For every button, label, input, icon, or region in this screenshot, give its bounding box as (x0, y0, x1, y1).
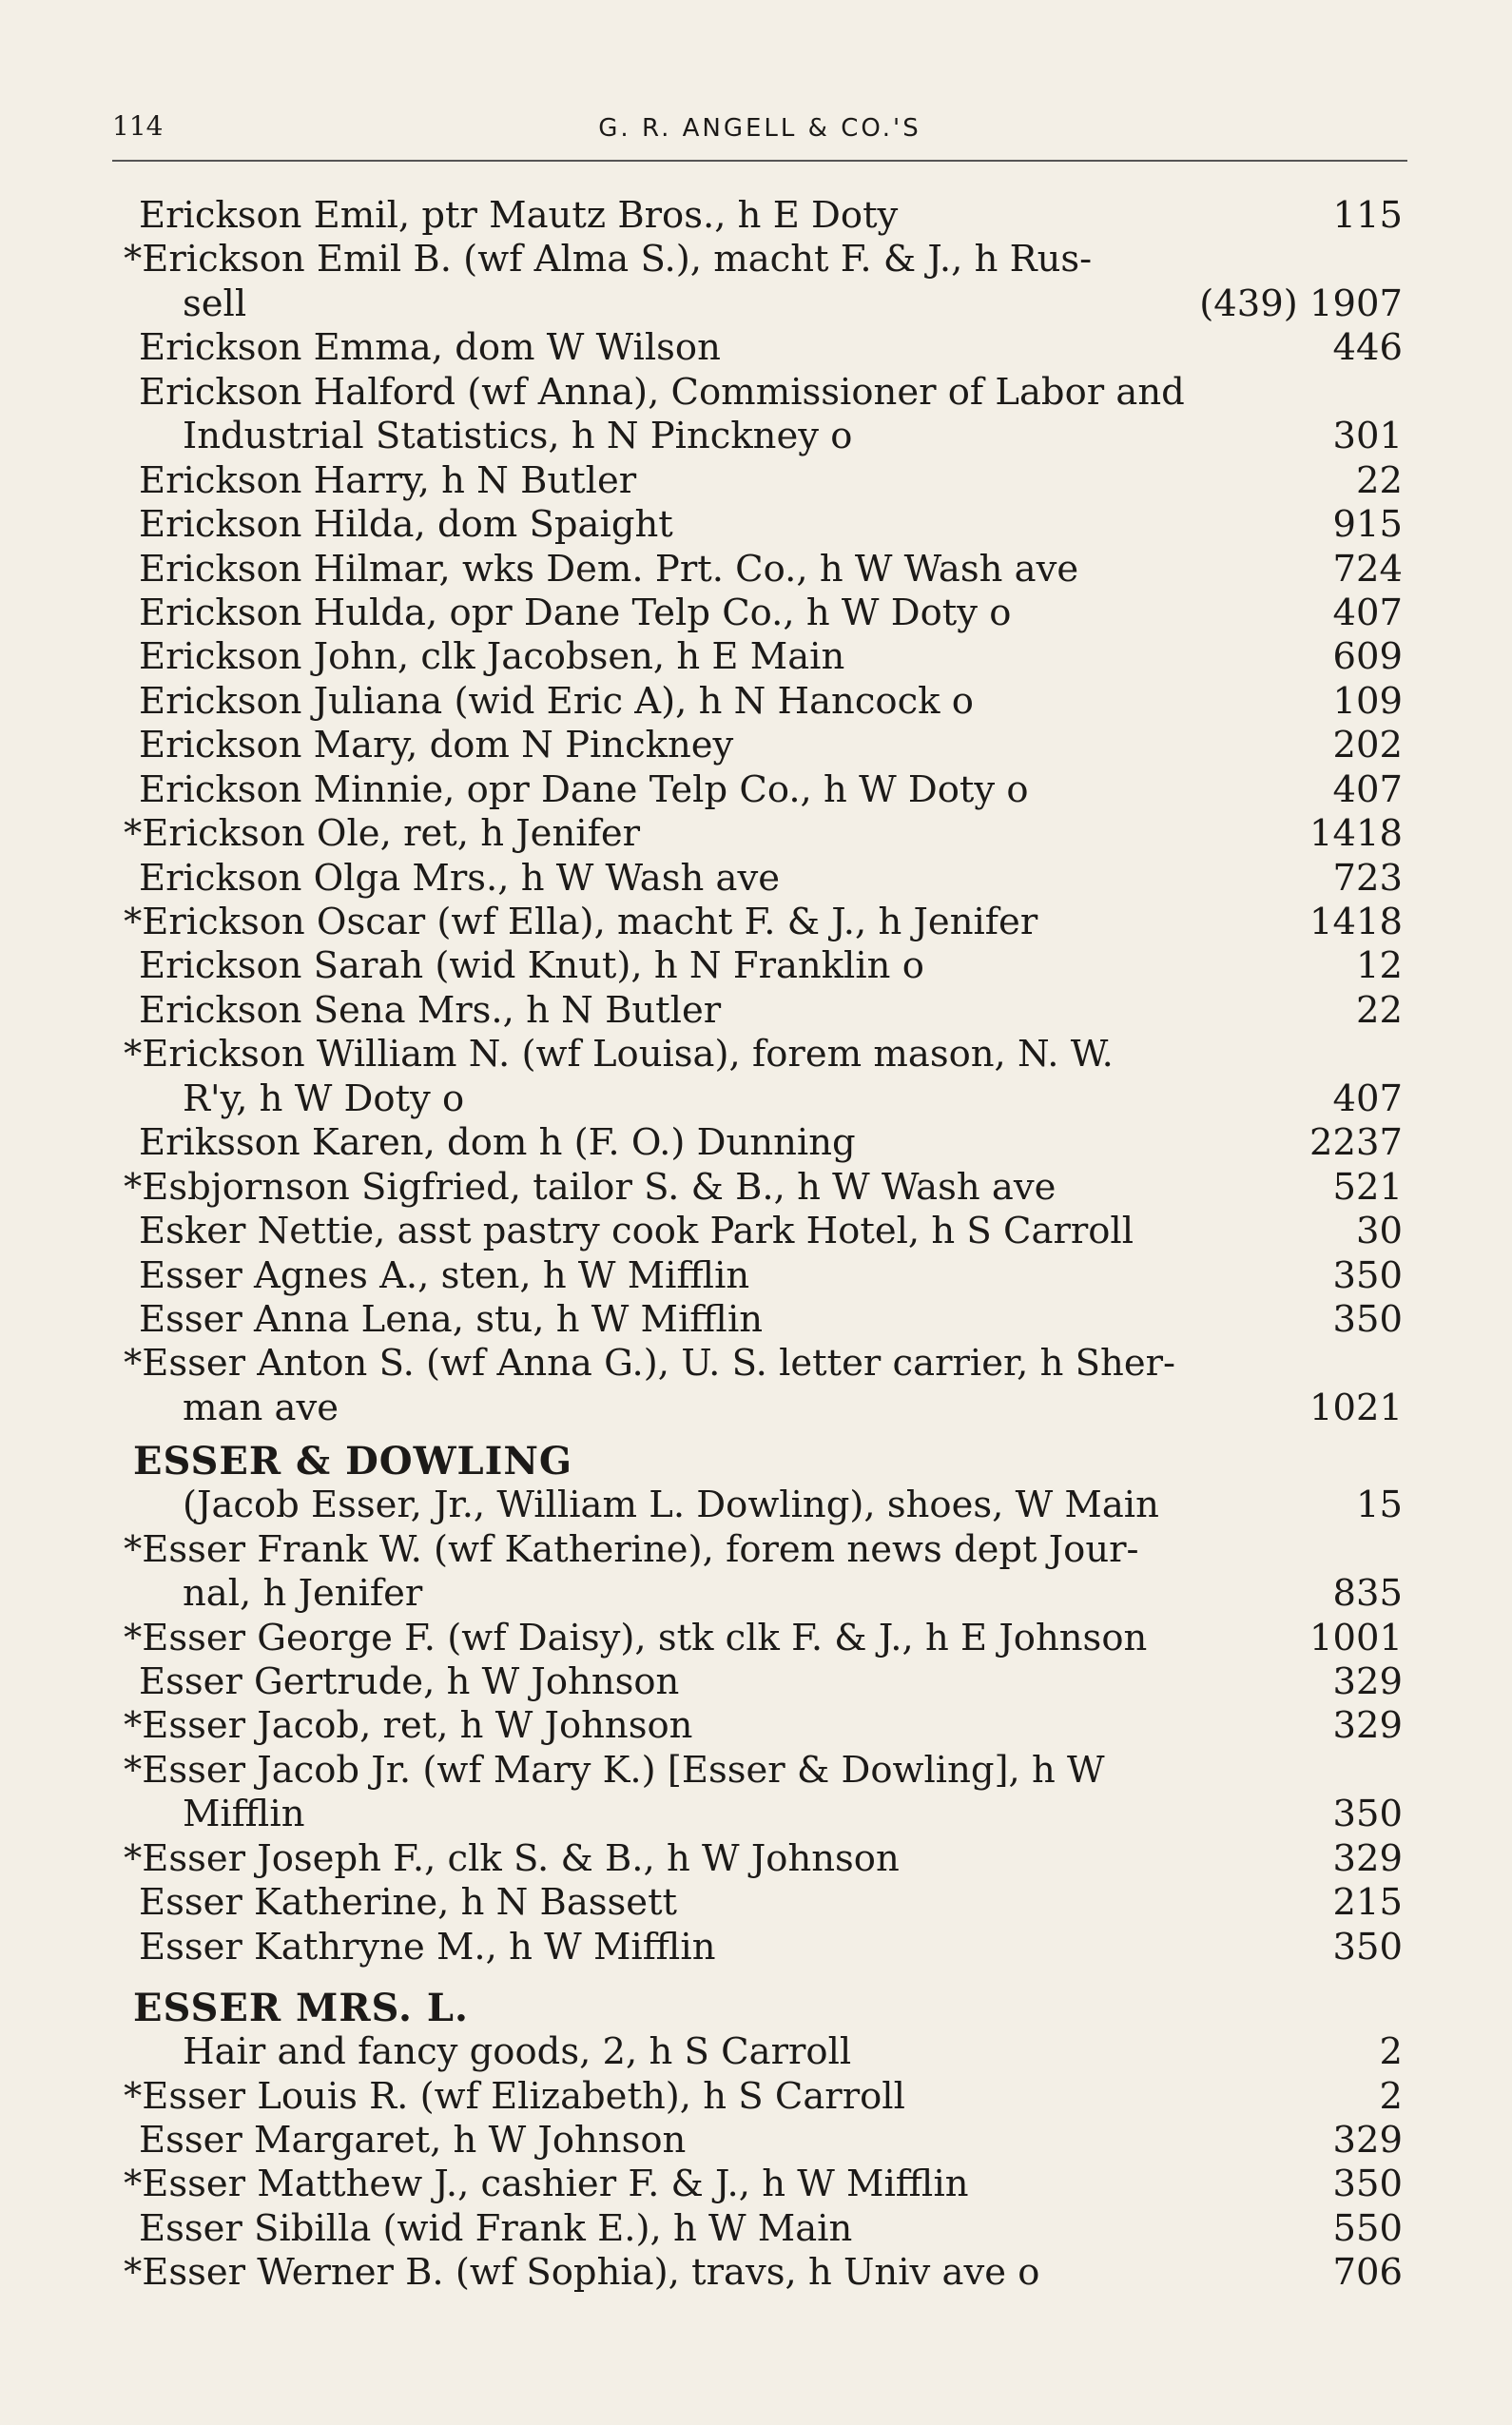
entry-text: *Esser Jacob Jr. (wf Mary K.) [Esser & Dowling], h W (124, 1748, 1105, 1792)
entry-text: Erickson Sarah (wid Knut), h N Franklin o (139, 944, 924, 988)
directory-entry (124, 503, 1403, 547)
entry-text: Industrial Statistics, h N Pinckney o (183, 415, 853, 458)
entry-text: Esser Katherine, h N Bassett (139, 1881, 678, 1925)
entry-number (1317, 1033, 1403, 1077)
entry-number: 329 (1332, 1704, 1403, 1748)
directory-entry (124, 1704, 1403, 1748)
directory-entry (124, 326, 1403, 370)
entry-text: *Esser Werner B. (wf Sophia), travs, h Univ ave o (124, 2251, 1040, 2295)
entry-group (124, 1528, 1403, 1969)
entry-text: Erickson Mary, dom N Pinckney (139, 724, 734, 767)
entry-number: 724 (1332, 547, 1403, 591)
entry-number: 329 (1332, 2118, 1403, 2162)
entry-text: Erickson Juliana (wid Eric A), h N Hancock o (139, 679, 974, 723)
directory-entry (124, 1033, 1403, 1121)
entry-number: 407 (1332, 767, 1403, 811)
directory-entry (124, 2075, 1403, 2119)
entry-text: *Erickson Oscar (wf Ella), macht F. & J., h Jenifer (124, 901, 1038, 943)
entry-text: Esser Anna Lena, stu, h W Mifflin (139, 1297, 764, 1341)
entry-number: 706 (1332, 2251, 1403, 2295)
entry-text: *Esser Anton S. (wf Anna G.), U. S. letter carrier, h Sher- (124, 1342, 1176, 1386)
entry-number (1317, 1528, 1403, 1572)
entry-text: Erickson John, clk Jacobsen, h E Main (139, 635, 845, 679)
entry-text: *Erickson Emil B. (wf Alma S.), macht F. & J., h Rus- (124, 238, 1093, 281)
entry-text: Esser Sibilla (wid Frank E.), h W Main (139, 2206, 853, 2250)
directory-entry (124, 2207, 1403, 2251)
directory-entry (124, 548, 1403, 592)
firm-number: 2 (1379, 2030, 1403, 2074)
entry-number: 115 (1332, 194, 1403, 237)
directory-entry (124, 1342, 1403, 1430)
entry-group (124, 2075, 1403, 2296)
directory-entry (124, 724, 1403, 767)
entry-text: *Esser Jacob, ret, h W Johnson (124, 1704, 693, 1748)
firm-description-text: (Jacob Esser, Jr., William L. Dowling), shoes, W Main (183, 1484, 1159, 1527)
directory-entry (124, 2163, 1403, 2206)
entry-text: *Esser George F. (wf Daisy), stk clk F. & J., h E Johnson (124, 1616, 1148, 1659)
entry-number: 723 (1332, 856, 1403, 900)
directory-listing (124, 194, 1403, 2296)
entry-text: *Esser Frank W. (wf Katherine), forem news dept Jour- (124, 1527, 1139, 1571)
entry-number: 202 (1332, 724, 1403, 767)
entry-number: 350 (1332, 2163, 1403, 2206)
entry-number: 350 (1332, 1925, 1403, 1969)
directory-entry (124, 1298, 1403, 1342)
entry-text: Erickson Hilda, dom Spaight (139, 503, 673, 547)
directory-entry (124, 857, 1403, 901)
firm-listing (124, 1430, 1403, 1527)
firm-description-text: Hair and fancy goods, 2, h S Carroll (183, 2030, 852, 2074)
entry-number: 215 (1332, 1881, 1403, 1925)
entry-text: nal, h Jenifer (183, 1572, 423, 1616)
entry-text: Erickson Emma, dom W Wilson (139, 326, 721, 370)
entry-number: 1001 (1309, 1616, 1403, 1659)
directory-entry (124, 812, 1403, 856)
entry-number: 329 (1332, 1836, 1403, 1880)
running-head: G. R. ANGELL & CO.'S (598, 114, 921, 143)
directory-entry (124, 2251, 1403, 2295)
directory-entry (124, 635, 1403, 679)
entry-text: Erickson Minnie, opr Dane Telp Co., h W Doty o (139, 767, 1029, 811)
entry-text: Erickson Hilmar, wks Dem. Prt. Co., h W Wash ave (139, 547, 1079, 591)
entry-number: 2 (1379, 2074, 1403, 2118)
entry-group (124, 194, 1403, 1430)
entry-number: (439) 1907 (1199, 281, 1403, 325)
entry-number: 550 (1332, 2206, 1403, 2250)
entry-text: Eriksson Karen, dom h (F. O.) Dunning (139, 1121, 856, 1165)
entry-text: *Esser Joseph F., clk S. & B., h W Johnson (124, 1836, 900, 1880)
entry-text: Mifflin (183, 1793, 305, 1836)
directory-entry (124, 1528, 1403, 1617)
directory-entry (124, 1166, 1403, 1210)
entry-number: 2237 (1309, 1121, 1403, 1165)
entry-text: Esker Nettie, asst pastry cook Park Hotel, h S Carroll (139, 1210, 1134, 1253)
directory-entry (124, 1881, 1403, 1925)
entry-number: 30 (1356, 1210, 1403, 1253)
entry-text: *Esser Matthew J., cashier F. & J., h W Mifflin (124, 2163, 969, 2206)
directory-entry (124, 768, 1403, 812)
entry-text: *Erickson William N. (wf Louisa), forem mason, N. W. (124, 1033, 1114, 1077)
directory-entry (124, 1837, 1403, 1881)
entry-text: sell (183, 281, 247, 325)
entry-number (1317, 1749, 1403, 1793)
entry-text: Esser Margaret, h W Johnson (139, 2118, 687, 2162)
entry-number: 350 (1332, 1297, 1403, 1341)
directory-entry (124, 592, 1403, 635)
entry-text: Esser Agnes A., sten, h W Mifflin (139, 1253, 750, 1297)
directory-entry (124, 371, 1403, 459)
directory-entry (124, 680, 1403, 724)
directory-entry (124, 944, 1403, 988)
entry-number: 12 (1356, 944, 1403, 988)
directory-entry (124, 459, 1403, 503)
entry-text: R'y, h W Doty o (183, 1077, 465, 1120)
entry-number: 350 (1332, 1793, 1403, 1836)
entry-number: 22 (1356, 988, 1403, 1032)
entry-text: *Esser Louis R. (wf Elizabeth), h S Carroll (124, 2074, 905, 2118)
header-rule (112, 160, 1407, 162)
entry-number (1317, 371, 1403, 415)
directory-entry (124, 194, 1403, 238)
directory-entry (124, 1121, 1403, 1165)
entry-number: 301 (1332, 415, 1403, 458)
entry-number: 835 (1332, 1572, 1403, 1616)
entry-text: Erickson Olga Mrs., h W Wash ave (139, 856, 780, 900)
entry-text: Erickson Halford (wf Anna), Commissioner of Labor and (139, 370, 1185, 414)
entry-number: 609 (1332, 635, 1403, 679)
firm-description (124, 2030, 1403, 2074)
entry-number: 1418 (1309, 901, 1403, 943)
directory-entry (124, 989, 1403, 1033)
directory-entry (124, 1660, 1403, 1704)
firm-listing (124, 1977, 1403, 2074)
entry-text: Esser Gertrude, h W Johnson (139, 1660, 680, 1703)
entry-number: 446 (1332, 326, 1403, 370)
directory-entry (124, 1210, 1403, 1253)
entry-text: Erickson Sena Mrs., h N Butler (139, 988, 722, 1032)
entry-text: *Erickson Ole, ret, h Jenifer (124, 812, 641, 856)
entry-number: 350 (1332, 1253, 1403, 1297)
entry-number: 1418 (1309, 812, 1403, 856)
entry-number: 109 (1332, 679, 1403, 723)
directory-entry (124, 2119, 1403, 2163)
firm-heading: ESSER & DOWLING (133, 1439, 573, 1484)
entry-number: 407 (1332, 1077, 1403, 1120)
entry-number: 329 (1332, 1660, 1403, 1703)
directory-entry (124, 901, 1403, 944)
entry-text: Erickson Harry, h N Butler (139, 458, 637, 502)
entry-number: 915 (1332, 503, 1403, 547)
page-header (112, 110, 1407, 148)
entry-number: 521 (1332, 1165, 1403, 1209)
directory-entry (124, 238, 1403, 326)
entry-number (1317, 1342, 1403, 1386)
firm-number: 15 (1356, 1484, 1403, 1527)
entry-text: *Esbjornson Sigfried, tailor S. & B., h W Wash ave (124, 1165, 1056, 1209)
entry-number: 22 (1356, 458, 1403, 502)
firm-heading: ESSER MRS. L. (133, 1986, 469, 2031)
entry-text: man ave (183, 1386, 339, 1429)
directory-entry (124, 1926, 1403, 1969)
page-number: 114 (112, 110, 164, 142)
entry-number (1317, 238, 1403, 281)
entry-text: Erickson Emil, ptr Mautz Bros., h E Doty (139, 194, 899, 237)
firm-description (124, 1484, 1403, 1527)
entry-text: Esser Kathryne M., h W Mifflin (139, 1925, 716, 1969)
directory-entry (124, 1254, 1403, 1298)
entry-text: Erickson Hulda, opr Dane Telp Co., h W Doty o (139, 591, 1012, 634)
directory-entry (124, 1617, 1403, 1660)
directory-entry (124, 1749, 1403, 1837)
entry-number: 1021 (1309, 1386, 1403, 1429)
entry-number: 407 (1332, 591, 1403, 634)
